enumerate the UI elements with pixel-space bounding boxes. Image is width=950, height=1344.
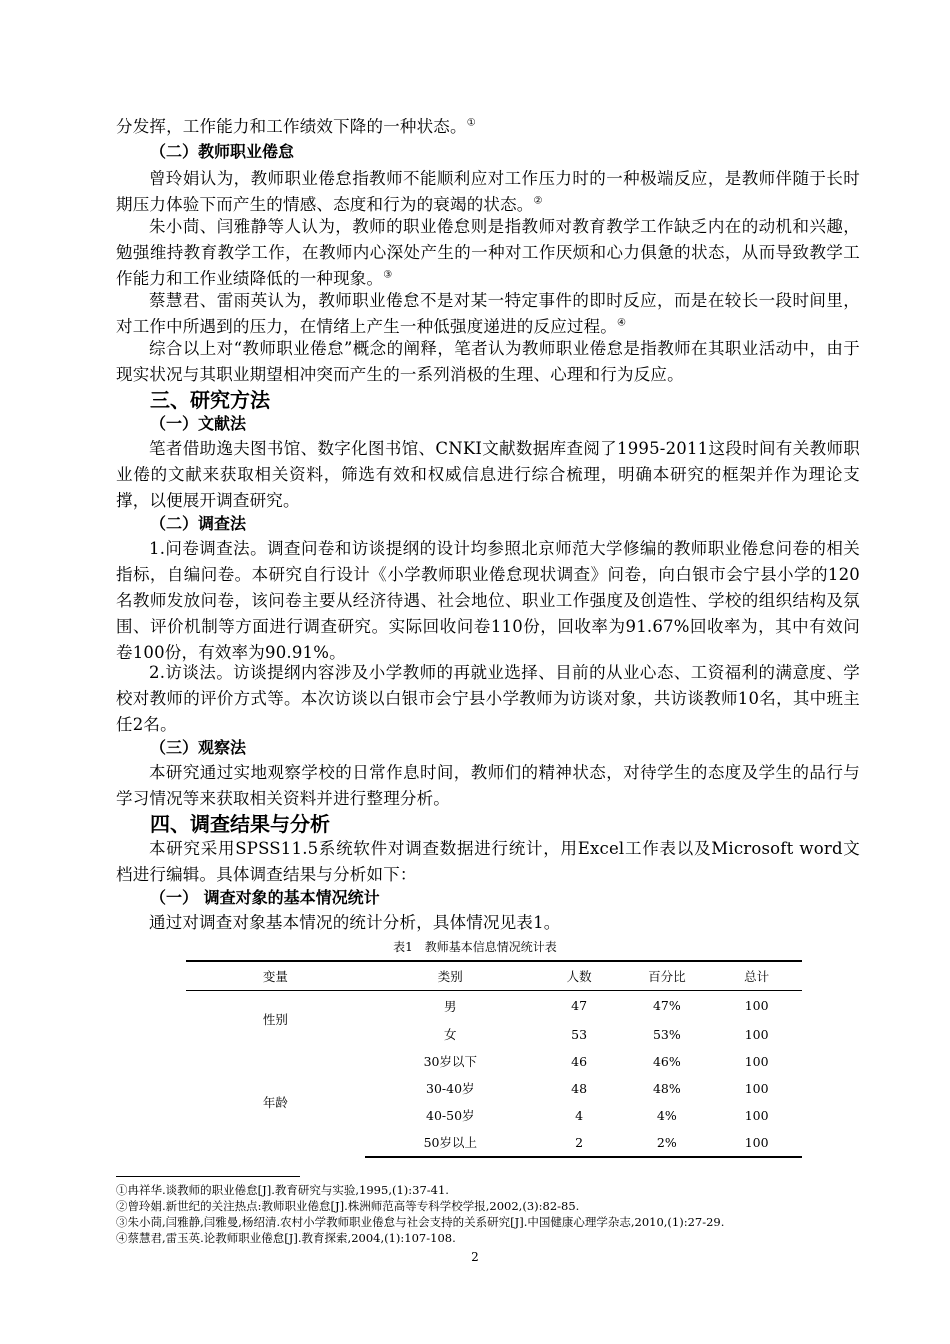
cell-percent: 48% bbox=[652, 1080, 681, 1096]
cell-count: 47 bbox=[571, 998, 588, 1014]
subheading-teacher-burnout: （二）教师职业倦怠 bbox=[150, 142, 295, 161]
cell-percent: 53% bbox=[652, 1026, 681, 1042]
cell-total: 100 bbox=[744, 1053, 769, 1069]
section-heading-methods: 三、研究方法 bbox=[150, 388, 270, 412]
footnote-4: ④蔡慧君,雷玉英.论教师职业倦怠[J].教育探索,2004,(1):107-108. bbox=[116, 1231, 456, 1245]
cell-percent: 47% bbox=[652, 998, 681, 1014]
footnote-3: ③朱小茼,闫雅静,闫雅曼,杨绍清.农村小学教师职业倦怠与社会支持的关系研究[J].中国健康心理学杂志,2010,(1):27-29. bbox=[116, 1215, 725, 1229]
cell-total: 100 bbox=[744, 1080, 769, 1096]
header-category: 类别 bbox=[365, 961, 536, 991]
paragraph-summary: 综合以上对“教师职业倦怠”概念的阐释，笔者认为教师职业倦怠是指教师在其职业活动中，由于现实状况与其职业期望相冲突而产生的一系列消极的生理、心理和行为反应。 bbox=[116, 339, 860, 384]
subheading-basic-stats: （一） 调查对象的基本情况统计 bbox=[150, 888, 380, 907]
cell-category: 50岁以上 bbox=[365, 1129, 536, 1157]
paragraph-observation: 本研究通过实地观察学校的日常作息时间，教师们的精神状态，对待学生的态度及学生的品行与学习情况等来获取相关资料并进行整理分析。 bbox=[116, 763, 860, 808]
paragraph-interview: 2.访谈法。访谈提纲内容涉及小学教师的再就业选择、目前的从业心态、工资福利的满意度、学校对教师的评价方式等。本次访谈以白银市会宁县小学教师为访谈对象，共访谈教师10名，其中班主任2名。 bbox=[116, 663, 860, 734]
cell-count: 48 bbox=[571, 1080, 588, 1096]
subheading-literature: （一）文献法 bbox=[150, 414, 247, 433]
table-row bbox=[186, 991, 802, 1021]
paragraph-continued: 分发挥，工作能力和工作绩效下降的一种状态。① bbox=[116, 117, 476, 136]
paragraph-table-intro: 通过对调查对象基本情况的统计分析，具体情况见表1。 bbox=[149, 913, 561, 932]
paragraph-zhu: 朱小茼、闫雅静等人认为，教师的职业倦怠则是指教师对教育教学工作缺乏内在的动机和兴趣，勉强维持教育教学工作，在教师内心深处产生的一种对工作厌烦和心力俱惫的状态，从而导致教学工作能力和工作业绩降低的一种现象。③ bbox=[116, 217, 860, 288]
table-header-row bbox=[186, 961, 802, 991]
footnote-1: ①冉祥华.谈教师的职业倦怠[J].教育研究与实验,1995,(1):37-41. bbox=[116, 1183, 449, 1197]
footnote-ref-1: ① bbox=[466, 117, 476, 129]
footnote-ref-3: ③ bbox=[383, 269, 393, 281]
subheading-observation: （三）观察法 bbox=[150, 738, 247, 757]
cell-category: 40-50岁 bbox=[426, 1108, 475, 1123]
paragraph-literature: 笔者借助逸夫图书馆、数字化图书馆、CNKI文献数据库查阅了1995-2011这段时间有关教师职业倦的文献来获取相关资料，筛选有效和权威信息进行综合梳理，明确本研究的框架并作为理论支撑，以便展开调查研究。 bbox=[116, 439, 860, 510]
table-caption: 表1 教师基本信息情况统计表 bbox=[393, 940, 557, 954]
teacher-info-table bbox=[186, 960, 802, 1158]
header-total: 总计 bbox=[711, 961, 802, 991]
cell-total: 100 bbox=[744, 1026, 769, 1042]
cell-percent: 46% bbox=[652, 1053, 681, 1069]
paragraph-questionnaire: 1.问卷调查法。调查问卷和访谈提纲的设计均参照北京师范大学修编的教师职业倦怠问卷的相关指标，自编问卷。本研究自行设计《小学教师职业倦怠现状调查》问卷，向白银市会宁县小学的120名教师发放问卷，该问卷主要从经济待遇、社会地位、职业工作强度及创造性、学校的组织结构及氛围、评价机制等方面进行调查研究。实际回收问卷110份，回收率为91.67%回收率为，其中有效问卷100份，有效率为90.91%。 bbox=[116, 539, 860, 662]
paragraph-zeng: 曾玲娟认为，教师职业倦怠指教师不能顺利应对工作压力时的一种极端反应，是教师伴随于长时期压力体验下而产生的情感、态度和行为的衰竭的状态。② bbox=[116, 169, 860, 214]
cell-category: 男 bbox=[444, 998, 457, 1014]
section-heading-results: 四、调查结果与分析 bbox=[150, 812, 330, 836]
subheading-survey: （二）调查法 bbox=[150, 514, 247, 533]
header-count: 人数 bbox=[536, 961, 623, 991]
cell-category: 30岁以下 bbox=[423, 1054, 477, 1069]
table-row bbox=[186, 1048, 802, 1075]
footnote-ref-2: ② bbox=[533, 195, 543, 207]
page-number: 2 bbox=[471, 1250, 479, 1264]
cell-total: 100 bbox=[744, 1107, 769, 1123]
cell-category: 女 bbox=[444, 1027, 457, 1042]
cell-percent: 2% bbox=[622, 1129, 711, 1157]
variable-gender: 性别 bbox=[262, 1012, 288, 1028]
paragraph-software: 本研究采用SPSS11.5系统软件对调查数据进行统计，用Excel工作表以及Microsoft word文档进行编辑。具体调查结果与分析如下： bbox=[116, 839, 860, 884]
footnote-separator bbox=[116, 1176, 300, 1177]
cell-count: 53 bbox=[571, 1026, 588, 1042]
cell-percent: 4% bbox=[656, 1107, 677, 1123]
cell-count: 46 bbox=[571, 1053, 588, 1069]
footnote-ref-4: ④ bbox=[617, 317, 627, 329]
header-variable: 变量 bbox=[186, 961, 365, 991]
cell-count: 2 bbox=[536, 1129, 623, 1157]
header-percent: 百分比 bbox=[622, 961, 711, 991]
cell-total: 100 bbox=[711, 1129, 802, 1157]
paragraph-cai: 蔡慧君、雷雨英认为，教师职业倦怠不是对某一特定事件的即时反应，而是在较长一段时间里，对工作中所遇到的压力，在情绪上产生一种低强度递进的反应过程。④ bbox=[116, 291, 860, 336]
variable-age: 年龄 bbox=[262, 1095, 288, 1110]
cell-total: 100 bbox=[744, 998, 769, 1014]
cell-count: 4 bbox=[575, 1107, 584, 1123]
cell-category: 30-40岁 bbox=[426, 1081, 475, 1096]
footnote-2: ②曾玲娟.新世纪的关注热点:教师职业倦怠[J].株洲师范高等专科学校学报,2002,(3):82-85. bbox=[116, 1199, 580, 1213]
